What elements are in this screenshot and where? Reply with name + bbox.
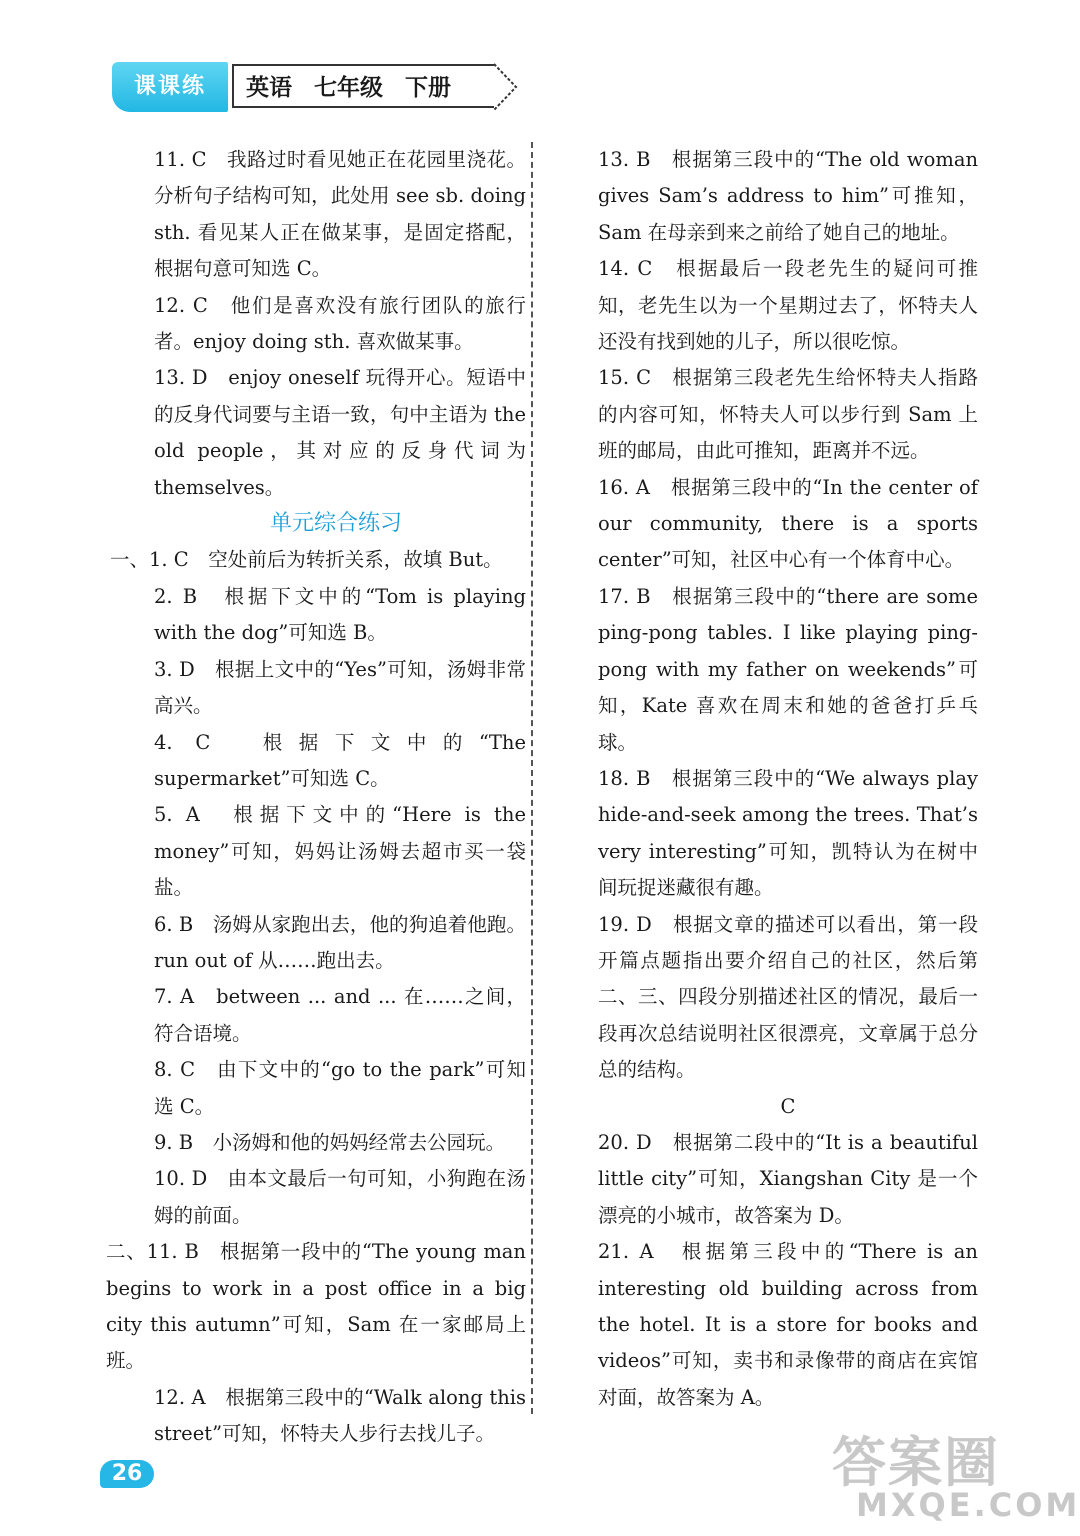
answer-item: 二、11. B 根据第一段中的“The young man begins to work in a post office in a big city this autumn”可知，Sam 在一家邮局上班。 [106, 1240, 526, 1373]
column-divider [531, 142, 533, 1414]
answer-item: 14. C 根据最后一段老先生的疑问可推知，老先生以为一个星期过去了，怀特夫人还没有找到她的儿子，所以很吃惊。 [598, 257, 978, 354]
answer-item: 13. D enjoy oneself 玩得开心。短语中的反身代词要与主语一致，句中主语为 the old people，其对应的反身代词为 themselves。 [154, 366, 526, 499]
answer-item: 3. D 根据上文中的“Yes”可知，汤姆非常高兴。 [154, 657, 526, 718]
watermark-logo [832, 1420, 1080, 1528]
answer-item: 5. A 根据下文中的“Here is the money”可知，妈妈让汤姆去超市买一袋盐。 [154, 803, 526, 900]
section-letter: C [780, 1094, 796, 1118]
answer-item: 10. D 由本文最后一句可知，小狗跑在汤姆的前面。 [154, 1167, 526, 1227]
answer-item: 19. D 根据文章的描述可以看出，第一段开篇点题指出要介绍自己的社区，然后第二、三、四段分别描述社区的情况，最后一段再次总结说明社区很漂亮，文章属于总分总的结构。 [598, 912, 978, 1082]
answer-item: 2. B 根据下文中的“Tom is playing with the dog”可知选 B。 [154, 584, 526, 645]
page-header [112, 62, 512, 114]
answer-item: 11. C 我路过时看见她正在花园里浇花。分析句子结构可知，此处用 see sb. doing sth. 看见某人正在做某事，是固定搭配，根据句意可知选 C。 [154, 148, 526, 281]
answer-item: 18. B 根据第三段中的“We always play hide-and-seek among the trees. That’s very interesting”可知，凯特认为在树中间玩捉迷藏很有趣。 [598, 766, 978, 900]
answer-item: 16. A 根据第三段中的“In the center of our community, there is a sports center”可知，社区中心有一个体育中心。 [598, 475, 978, 572]
series-badge: 课课练 [112, 62, 228, 112]
answer-item: 15. C 根据第三段老先生给怀特夫人指路的内容可知，怀特夫人可以步行到 Sam 上班的邮局，由此可推知，距离并不远。 [598, 366, 978, 463]
answer-item: 21. A 根据第三段中的“There is an interesting old building across from the hotel. It is a store for books and videos”可知，卖书和录像带的商店在宾馆对面，故答案为 A。 [598, 1240, 978, 1409]
answer-item: 12. C 他们是喜欢没有旅行团队的旅行者。enjoy doing sth. 喜欢做某事。 [154, 293, 526, 354]
right-column [598, 142, 978, 1416]
answer-item: 13. B 根据第三段中的“The old woman gives Sam’s address to him”可推知，Sam 在母亲到来之前给了她自己的地址。 [598, 148, 978, 244]
book-title: 英语 七年级 下册 [232, 64, 494, 108]
answer-item: 8. C 由下文中的“go to the park”可知选 C。 [154, 1058, 526, 1118]
watermark-text: 答案圈 [832, 1431, 1000, 1494]
watermark-url: MXQE.COM [856, 1486, 1080, 1524]
answer-item: 7. A between ... and ... 在……之间，符合语境。 [154, 985, 526, 1045]
title-arrow-icon [492, 63, 518, 111]
answer-item: 12. A 根据第三段中的“Walk along this street”可知，怀特夫人步行去找儿子。 [154, 1385, 526, 1446]
answer-item: 一、1. C 空处前后为转折关系，故填 But。 [110, 548, 503, 572]
answer-item: 4. C 根据下文中的“The supermarket”可知选 C。 [154, 730, 526, 790]
answer-item: 17. B 根据第三段中的“there are some ping-pong tables. I like playing ping-pong with my father on weekends”可知，Kate 喜欢在周末和她的爸爸打乒乓球。 [598, 584, 978, 754]
page-number: 26 [100, 1460, 154, 1488]
answer-item: 9. B 小汤姆和他的妈妈经常去公园玩。 [154, 1130, 506, 1154]
section-title: 单元综合练习 [269, 511, 402, 537]
answer-item: 6. B 汤姆从家跑出去，他的狗追着他跑。run out of 从……跑出去。 [154, 912, 526, 972]
left-column [106, 142, 526, 1453]
answer-item: 20. D 根据第二段中的“It is a beautiful little city”可知，Xiangshan City 是一个漂亮的小城市，故答案为 D。 [598, 1130, 978, 1227]
